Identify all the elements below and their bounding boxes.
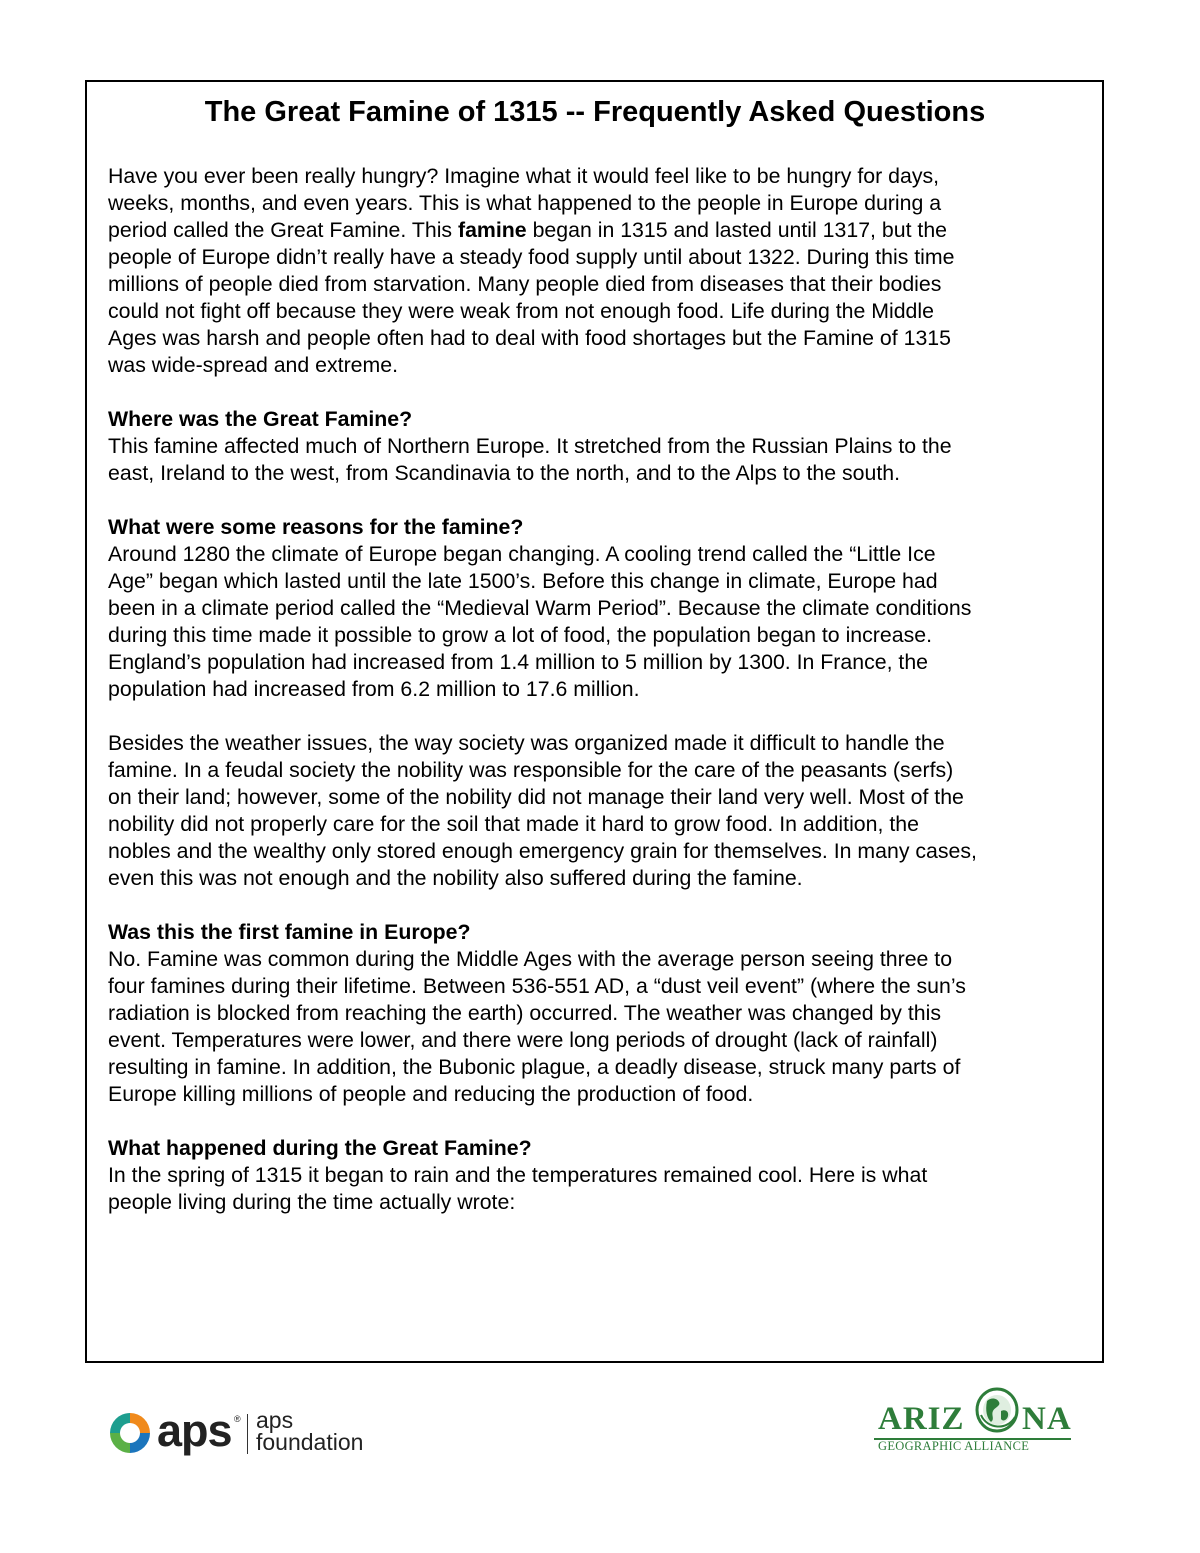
geographic-alliance-text: GEOGRAPHIC ALLIANCE [878,1439,1030,1453]
faq-section-where [108,406,1082,487]
globe-icon [973,1385,1021,1435]
page-title: The Great Famine of 1315 -- Frequently Asked Questions [204,96,986,128]
faq-answer: This famine affected much of Northern Europe. It stretched from the Russian Plains to the east, Ireland to the west, from Scandinavia to the north, and to the Alps to the south. [108,434,952,485]
arizona-word-left: ARIZ [878,1401,965,1437]
faq-question: Where was the Great Famine? [108,407,413,431]
registered-mark: ® [234,1414,241,1424]
arizona-word-right: NA [1022,1401,1072,1437]
faq-question: Was this the first famine in Europe? [108,920,471,944]
intro-text-2: began in 1315 and lasted until 1317, but the people of Europe didn’t really have a steady food supply until about 1322. During this time millions of people died from starvation. Many people died from diseases that their bodies could not fight off because they were weak from not enough food. Life during the Middle Ages was harsh and people often had to deal with food shortages but the Famine of 1315 was wide-spread and extreme. [108,218,955,377]
aps-swirl-icon [107,1410,153,1456]
faq-answer: In the spring of 1315 it began to rain and the temperatures remained cool. Here is what people living during the time actually wrote: [108,1163,928,1214]
aps-foundation-logo [107,1405,387,1458]
faq-section-society [108,730,1082,892]
aps-foundation-line2: foundation [256,1429,364,1455]
aps-wordmark: aps [157,1405,232,1456]
faq-answer: No. Famine was common during the Middle Ages with the average person seeing three to four famines during their lifetime. Between 536-551 AD, a “dust veil event” (where the sun’s radiation is blocked from reaching the earth) occurred. The weather was changed by this event. Temperatures were lower, and there were long periods of drought (lack of rainfall) resulting in famine. In addition, the Bubonic plague, a deadly disease, struck many parts of Europe killing millions of people and reducing the production of food. [108,947,966,1106]
arizona-geographic-alliance-logo [874,1383,1074,1455]
aps-foundation-line1: aps [256,1407,294,1433]
intro-paragraph [108,163,1082,379]
faq-question: What happened during the Great Famine? [108,1136,532,1160]
faq-question: What were some reasons for the famine? [108,515,524,539]
faq-answer: Around 1280 the climate of Europe began changing. A cooling trend called the “Little Ice Age” began which lasted until the late 1500’s. Before this change in climate, Europe had been in a climate period called the “Medieval Warm Period”. Because the climate conditions during this time made it possible to grow a lot of food, the population began to increase. England’s population had increased from 1.4 million to 5 million by 1300. In France, the population had increased from 6.2 million to 17.6 million. [108,542,972,701]
intro-bold-term: famine [458,218,527,242]
content-frame [85,80,1104,1363]
faq-answer: Besides the weather issues, the way society was organized made it difficult to handle the famine. In a feudal society the nobility was responsible for the care of the peasants (serfs) on their land; however, some of the nobility did not manage their land very well. Most of the nobility did not properly care for the soil that made it hard to grow food. In addition, the nobles and the wealthy only stored enough emergency grain for themselves. In many cases, even this was not enough and the nobility also suffered during the famine. [108,731,977,890]
faq-section-first-famine [108,919,1082,1108]
intro-text-1: Have you ever been really hungry? Imagine what it would feel like to be hungry for days, weeks, months, and even years. This is what happened to the people in Europe during a period called the Great Famine. This [108,164,942,242]
faq-section-what-happened [108,1135,1082,1216]
logo-divider [247,1414,248,1454]
faq-section-reasons [108,514,1082,703]
